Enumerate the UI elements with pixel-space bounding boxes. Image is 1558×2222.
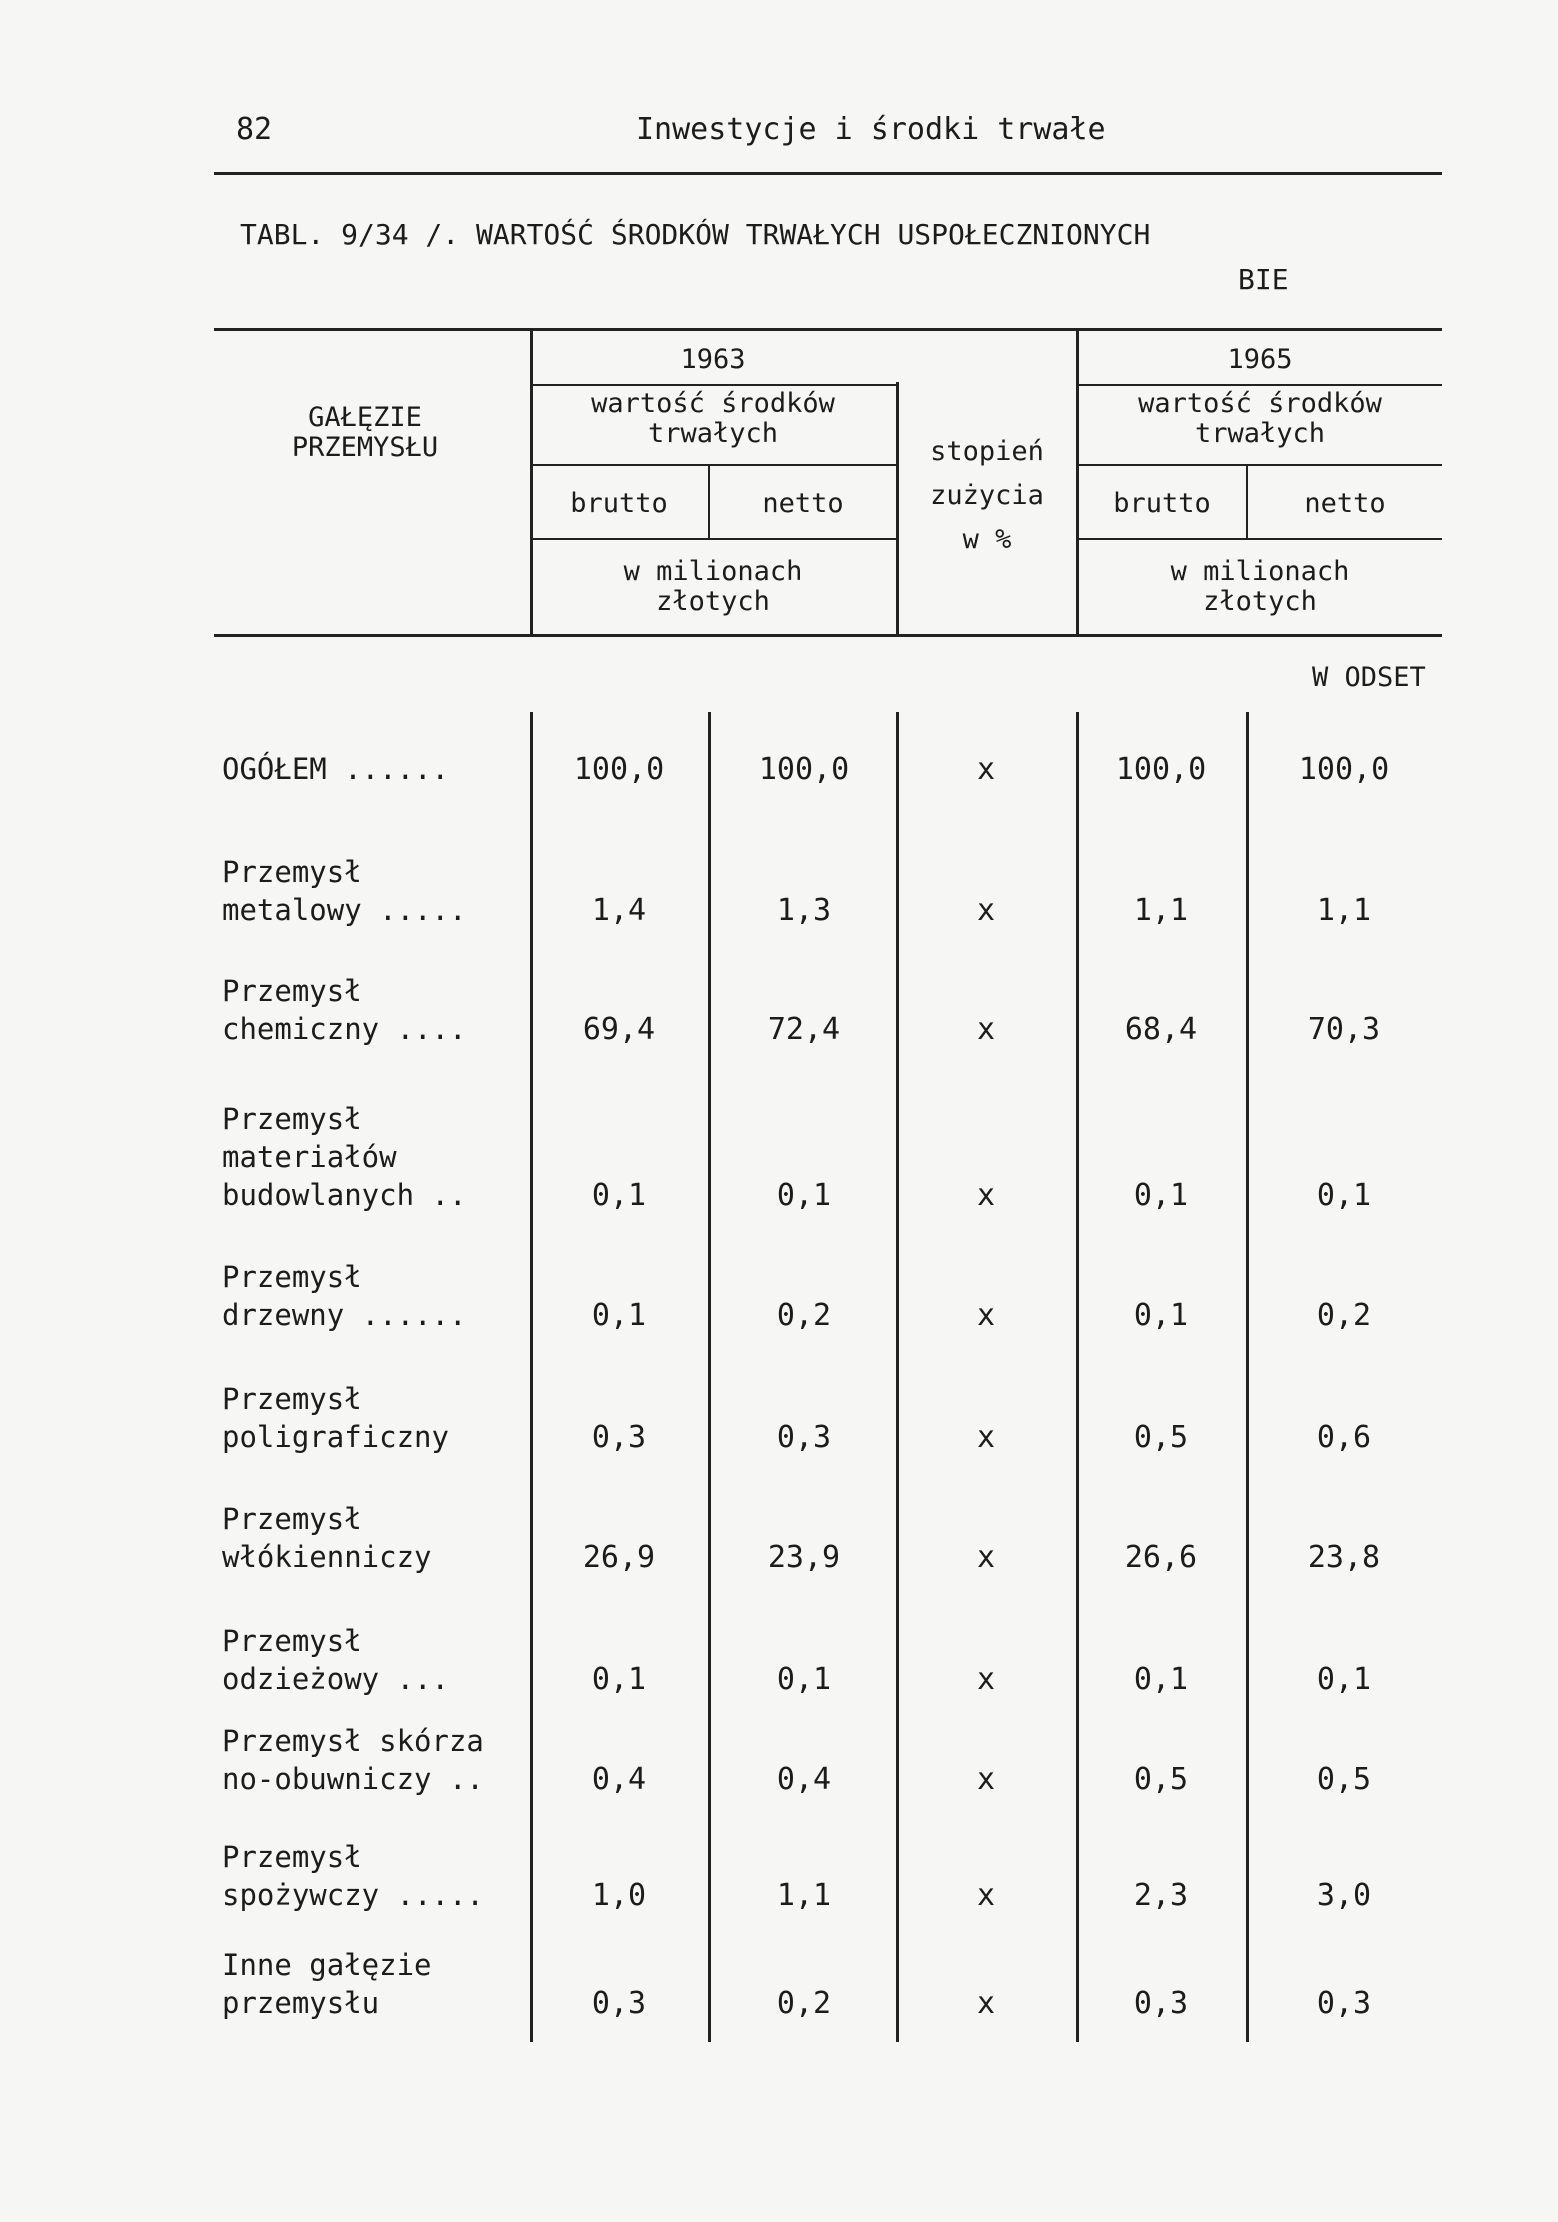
row-label: chemiczny .... [222,1012,467,1046]
value-1965-brutto: 26,6 [1124,1540,1198,1575]
value-1965-brutto: 0,5 [1133,1420,1189,1455]
rule-1965-unit [1076,538,1442,540]
value-1963-brutto: 100,0 [573,752,665,787]
unit-note: W ODSET [1312,662,1426,693]
value-wear: x [976,1298,996,1333]
header-1963-netto: netto [762,488,844,519]
header-1963-brutto: brutto [570,488,668,519]
value-1963-netto: 23,9 [767,1540,841,1575]
row-label: drzewny ...... [222,1298,467,1332]
header-1963-unit-line1: w milionach [623,556,803,587]
body-divider-2 [708,712,711,2042]
value-1963-netto: 0,1 [776,1178,832,1213]
value-1963-netto: 1,3 [776,893,832,928]
body-divider-1 [530,712,533,2042]
value-1965-netto: 0,1 [1316,1178,1372,1213]
value-1963-brutto: 1,4 [591,893,647,928]
value-1963-brutto: 0,1 [591,1298,647,1333]
page-number: 82 [236,112,273,147]
value-1963-netto: 0,3 [776,1420,832,1455]
value-1965-brutto: 0,5 [1133,1762,1189,1797]
value-wear: x [976,1986,996,2021]
header-wear-line2: zużycia [930,480,1044,511]
row-label: Przemysł [222,1624,362,1658]
value-1963-netto: 72,4 [767,1012,841,1047]
header-year-1963: 1963 [680,344,746,375]
row-label: poligraficzny [222,1420,449,1454]
row-label: przemysłu [222,1986,380,2020]
value-1965-brutto: 2,3 [1133,1878,1189,1913]
rule-1963-subcols [530,464,896,466]
value-wear: x [976,1012,996,1047]
table-title: TABL. 9/34 /. WARTOŚĆ ŚRODKÓW TRWAŁYCH USPOŁECZNIONYCH [240,218,1151,251]
rule-1963-unit [530,538,896,540]
table-top-rule [214,328,1442,331]
value-1963-brutto: 69,4 [582,1012,656,1047]
header-value-1963-line2: trwałych [647,418,779,449]
value-wear: x [976,1540,996,1575]
row-label: włókienniczy [222,1540,432,1574]
value-wear: x [976,1662,996,1697]
row-label: Przemysł [222,1102,362,1136]
rule-1963-value [530,384,896,386]
row-label: no-obuwniczy .. [222,1762,484,1796]
header-1965-unit-line1: w milionach [1170,556,1350,587]
body-divider-5 [1246,712,1249,2042]
row-label: Przemysł [222,1840,362,1874]
value-1965-brutto: 1,1 [1133,893,1189,928]
value-wear: x [976,893,996,928]
value-wear: x [976,1762,996,1797]
rule-1965-subcols [1076,464,1442,466]
row-label: metalowy ..... [222,893,467,927]
value-1965-netto: 0,3 [1316,1986,1372,2021]
running-title: Inwestycje i środki trwałe [636,112,1106,147]
value-1963-netto: 0,2 [776,1986,832,2021]
header-1965-netto: netto [1304,488,1386,519]
value-1965-brutto: 0,1 [1133,1178,1189,1213]
value-1963-brutto: 0,4 [591,1762,647,1797]
header-value-1965-line2: trwałych [1194,418,1326,449]
row-label: Przemysł [222,1260,362,1294]
value-1963-netto: 0,1 [776,1662,832,1697]
value-1965-netto: 0,6 [1316,1420,1372,1455]
header-wear-line1: stopień [930,436,1044,467]
value-1963-brutto: 26,9 [582,1540,656,1575]
value-1965-netto: 3,0 [1316,1878,1372,1913]
row-label: spożywczy ..... [222,1878,484,1912]
row-label: OGÓŁEM ...... [222,752,449,786]
value-1963-brutto: 1,0 [591,1878,647,1913]
value-1963-brutto: 0,3 [591,1420,647,1455]
header-rule [214,172,1442,175]
value-1965-brutto: 100,0 [1115,752,1207,787]
value-1963-netto: 0,4 [776,1762,832,1797]
header-year-1965: 1965 [1227,344,1293,375]
value-1963-brutto: 0,3 [591,1986,647,2021]
value-1963-brutto: 0,1 [591,1662,647,1697]
value-1965-netto: 100,0 [1298,752,1390,787]
header-1965-unit-line2: złotych [1203,586,1317,617]
header-1965-brutto: brutto [1113,488,1211,519]
value-1965-netto: 0,2 [1316,1298,1372,1333]
row-label: Przemysł [222,855,362,889]
header-branch-line1: GAŁĘZIE [308,402,422,433]
row-label: materiałów [222,1140,397,1174]
row-label: Przemysł [222,1382,362,1416]
value-1963-netto: 100,0 [758,752,850,787]
body-divider-3 [896,712,899,2042]
value-1965-brutto: 68,4 [1124,1012,1198,1047]
header-value-1963-line1: wartość środków [591,388,835,419]
header-wear-line3: w % [962,524,1012,555]
value-1965-netto: 0,5 [1316,1762,1372,1797]
value-1965-netto: 1,1 [1316,893,1372,928]
row-label: Przemysł [222,1502,362,1536]
table-header-bottom-rule [214,634,1442,637]
value-1965-netto: 70,3 [1307,1012,1381,1047]
value-1963-netto: 0,2 [776,1298,832,1333]
value-wear: x [976,1420,996,1455]
value-wear: x [976,1878,996,1913]
value-1965-brutto: 0,1 [1133,1298,1189,1333]
table-title-continuation: BIE [1238,263,1289,296]
value-1965-netto: 23,8 [1307,1540,1381,1575]
row-label: Przemysł skórza [222,1724,484,1758]
row-label: odzieżowy ... [222,1662,449,1696]
value-1965-brutto: 0,1 [1133,1662,1189,1697]
value-1963-netto: 1,1 [776,1878,832,1913]
row-label: Przemysł [222,974,362,1008]
header-value-1965-line1: wartość środków [1138,388,1382,419]
rule-1965-value [1076,384,1442,386]
value-1965-brutto: 0,3 [1133,1986,1189,2021]
value-1963-brutto: 0,1 [591,1178,647,1213]
header-1963-unit-line2: złotych [656,586,770,617]
header-branch-line2: PRZEMYSŁU [291,432,439,463]
body-divider-4 [1076,712,1079,2042]
row-label: budowlanych .. [222,1178,467,1212]
value-wear: x [976,1178,996,1213]
row-label: Inne gałęzie [222,1948,432,1982]
value-wear: x [976,752,996,787]
value-1965-netto: 0,1 [1316,1662,1372,1697]
